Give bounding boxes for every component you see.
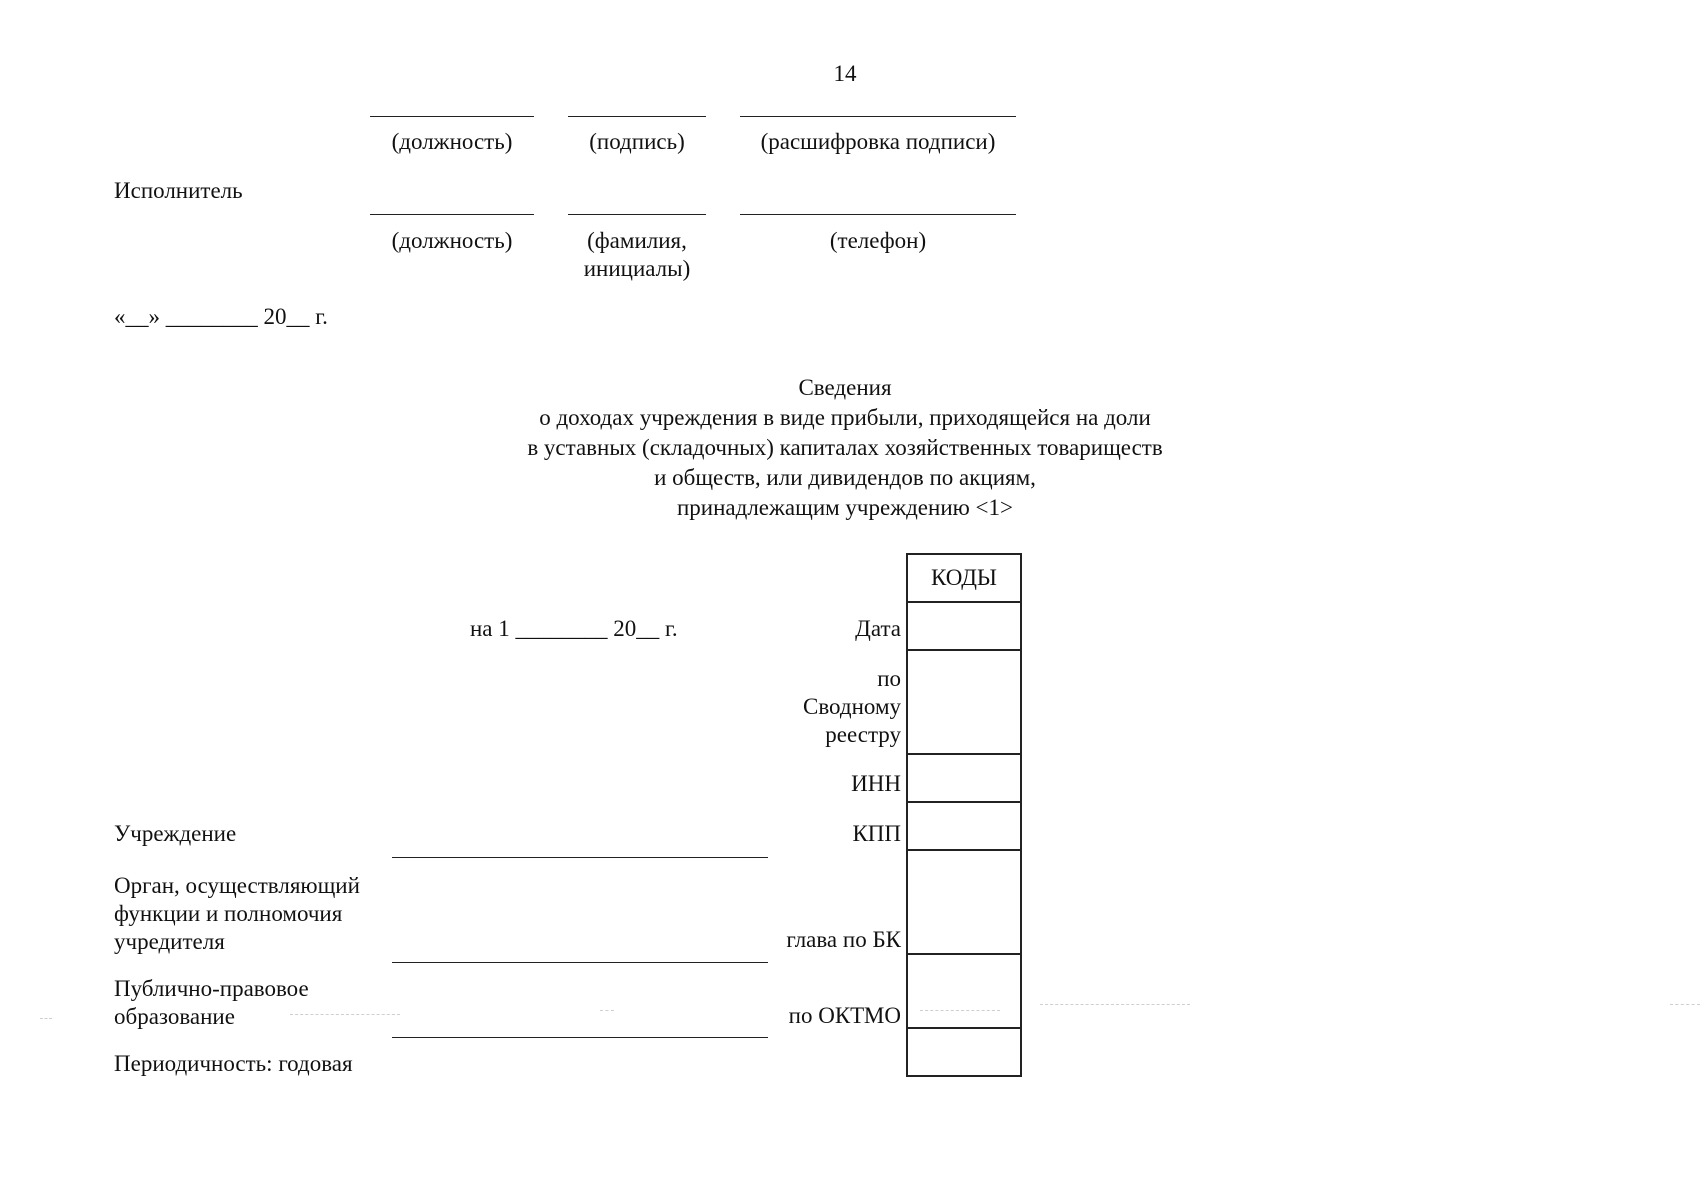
scan-artifact-line: [290, 1014, 400, 1015]
codes-table: [906, 553, 1022, 1077]
signature-line-position: [370, 116, 534, 117]
code-cell-inn[interactable]: [907, 754, 1021, 802]
code-row-date: [907, 602, 1021, 650]
founder-body-label: Орган, осуществляющий функции и полномочия учредителя: [114, 873, 360, 954]
title-line: и обществ, или дивидендов по акциям,: [654, 465, 1036, 490]
code-label-oktmo: по ОКТМО: [788, 1003, 901, 1028]
code-cell-oktmo[interactable]: [907, 954, 1021, 1028]
caption-executor-name: (фамилия, инициалы): [583, 228, 691, 281]
signature-line-signature: [568, 116, 706, 117]
codes-header: КОДЫ: [907, 554, 1021, 602]
code-cell-extra[interactable]: [907, 1028, 1021, 1076]
caption-executor-phone: (телефон): [829, 228, 927, 253]
executor-line-name: [568, 214, 706, 215]
code-label-inn: ИНН: [851, 771, 901, 796]
scan-artifact-line: [920, 1010, 1000, 1011]
code-label-consolidated-register: по Сводному реестру: [802, 666, 901, 747]
code-cell-kpp[interactable]: [907, 802, 1021, 850]
document-title: [430, 373, 1260, 523]
code-row-kpp: [907, 802, 1021, 850]
code-label-kpp: КПП: [852, 821, 901, 846]
founder-body-fill-line: [392, 962, 768, 963]
scan-artifact-line: [40, 1018, 52, 1019]
scan-artifact-line: [1040, 1004, 1190, 1005]
page-number: 14: [833, 61, 857, 86]
scan-artifact-line: [600, 1010, 614, 1011]
report-date: на 1 ________ 20__ г.: [470, 616, 678, 641]
code-row-budget-chapter: [907, 850, 1021, 954]
caption-position: (должность): [391, 129, 513, 154]
public-entity-label: Публично-правовое образование: [114, 976, 309, 1029]
code-cell-date[interactable]: [907, 602, 1021, 650]
executor-label: Исполнитель: [114, 178, 243, 203]
title-line: о доходах учреждения в виде прибыли, приходящейся на доли: [539, 405, 1151, 430]
code-row-consolidated-register: [907, 650, 1021, 754]
code-cell-budget-chapter[interactable]: [907, 850, 1021, 954]
scan-artifact-line: [1670, 1004, 1700, 1005]
title-line: в уставных (складочных) капиталах хозяйственных товариществ: [527, 435, 1163, 460]
signature-date: «__» ________ 20__ г.: [114, 304, 328, 329]
caption-signature-decryption: (расшифровка подписи): [760, 129, 996, 154]
executor-line-phone: [740, 214, 1016, 215]
caption-executor-position: (должность): [391, 228, 513, 253]
public-entity-fill-line: [392, 1037, 768, 1038]
title-line: принадлежащим учреждению <1>: [676, 495, 1013, 520]
caption-signature: (подпись): [589, 129, 685, 154]
codes-header-row: [907, 554, 1021, 602]
code-row-extra: [907, 1028, 1021, 1076]
code-row-inn: [907, 754, 1021, 802]
institution-fill-line: [392, 857, 768, 858]
code-cell-consolidated-register[interactable]: [907, 650, 1021, 754]
executor-line-position: [370, 214, 534, 215]
institution-label: Учреждение: [114, 821, 237, 846]
code-label-date: Дата: [855, 616, 901, 641]
code-label-budget-chapter: глава по БК: [786, 927, 901, 952]
periodicity-label: Периодичность: годовая: [114, 1051, 353, 1076]
title-heading: Сведения: [798, 375, 892, 400]
code-row-oktmo: [907, 954, 1021, 1028]
signature-line-decryption: [740, 116, 1016, 117]
